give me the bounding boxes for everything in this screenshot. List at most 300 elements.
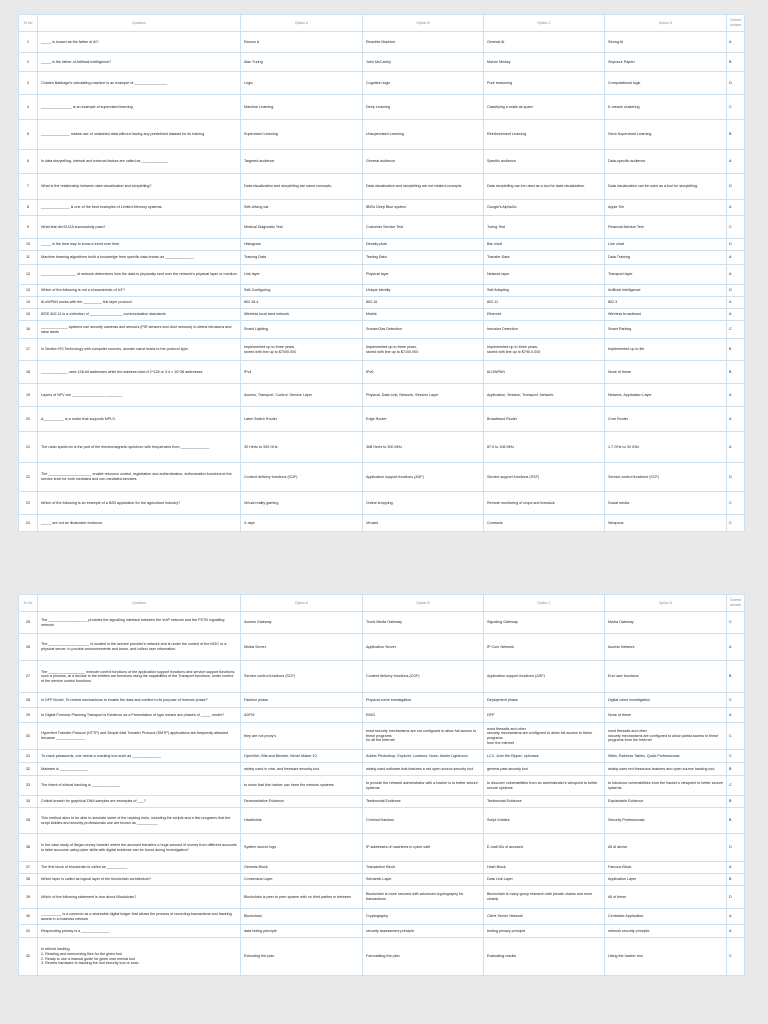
question-text: Machine learning algorithms build a knowledge from specific data known as ______________ — [38, 251, 241, 265]
option-d: 1.7 GHz to 30 GHz — [605, 432, 727, 463]
option-a: Alan Turing — [241, 53, 363, 72]
option-c: Marvin Minsky — [484, 53, 605, 72]
option-d: Line chart — [605, 239, 727, 251]
header-question: Question — [38, 15, 241, 32]
option-a: Consensus Layer — [241, 874, 363, 886]
question-row — [19, 239, 745, 251]
sr-no: 24 — [19, 515, 38, 532]
option-c: to discover vulnerabilities from an administrator's viewpoint to better secure systems — [484, 776, 605, 796]
question-row — [19, 661, 745, 693]
option-c: Ethernet — [484, 309, 605, 321]
option-d: Financial Advisor Test — [605, 216, 727, 239]
question-row — [19, 463, 745, 492]
option-a: Label Switch Router — [241, 407, 363, 432]
correct-answer: B — [727, 808, 745, 834]
correct-answer: B — [727, 361, 745, 384]
sr-no: 9 — [19, 216, 38, 239]
option-b: Semantic Layer — [363, 874, 484, 886]
option-b: Cognition logic — [363, 72, 484, 95]
option-d: Artificial Intelligence — [605, 285, 727, 297]
question-text: The __________________ execute control functions of the application support functions and service support functions; such a process, at a decline to the entities are functions using the capabilities of the Transport functions, under control of the service control functions. — [38, 661, 241, 693]
option-b: Blockchain is more secured with advanced cryptography for transactions — [363, 886, 484, 909]
question-text: Which layer is called as logical layer of the blockchain architecture? — [38, 874, 241, 886]
correct-answer: B — [727, 339, 745, 361]
question-text: _________________ of network determines how the data is physically sent over the network's physical layer or medium — [38, 265, 241, 285]
sr-no: 30 — [19, 723, 38, 750]
option-b: Testing Data — [363, 251, 484, 265]
question-row — [19, 95, 745, 120]
question-text: A__________ is a router that supports MPLS. — [38, 407, 241, 432]
option-a: Service control functions (SCF) — [241, 661, 363, 693]
option-b: 3kB Hertz to 300 MHz — [363, 432, 484, 463]
header-row — [19, 15, 745, 32]
option-d: Implemented up to life — [605, 339, 727, 361]
option-a: Targeted audience — [241, 150, 363, 174]
correct-answer: C — [727, 938, 745, 976]
sr-no: 7 — [19, 174, 38, 200]
option-b: most security mechanisms are not configured to allow full access to these programs for all the Internet — [363, 723, 484, 750]
option-d: Wikis, Rainbow Tables, Quick Professionals — [605, 750, 727, 763]
option-a: Supervised Learning — [241, 120, 363, 150]
question-text: What is the relationship between data visualization and storytelling? — [38, 174, 241, 200]
option-d: Digital crime investigation — [605, 693, 727, 708]
question-row — [19, 874, 745, 886]
option-b: IBM's Deep Blue system — [363, 200, 484, 216]
question-row — [19, 492, 745, 515]
option-d: Seymour Papert — [605, 53, 727, 72]
option-d: Wireless broadband — [605, 309, 727, 321]
question-text: To crack passwords, one needs a cracking tool such as ______________ — [38, 750, 241, 763]
option-b: Testimonial Evidence — [363, 796, 484, 808]
option-b: Edge Router — [363, 407, 484, 432]
option-a: to show that this hacker can harm the network systems — [241, 776, 363, 796]
option-d: 802.3 — [605, 297, 727, 309]
question-text: In DFP Model, To review mechanisms to enable the data and confine to its purpose of forensic phase? — [38, 693, 241, 708]
question-row — [19, 723, 745, 750]
question-row — [19, 72, 745, 95]
option-b: Formulating the plan — [363, 938, 484, 976]
sr-no: 3 — [19, 72, 38, 95]
question-text: The ____________________ is located in the service provider's network and is under the control of the MGC or a physical server, to provide announcements and tones, and collect user information — [38, 634, 241, 661]
option-c: 802.11 — [484, 297, 605, 309]
correct-answer: B — [727, 874, 745, 886]
correct-answer: A — [727, 32, 745, 53]
sr-no: 5 — [19, 120, 38, 150]
header-option-a: Option A — [241, 15, 363, 32]
sr-no: 37 — [19, 862, 38, 874]
question-text: _______________ is an example of supervised learning — [38, 95, 241, 120]
option-d: Security Professionals — [605, 808, 727, 834]
sr-no: 25 — [19, 612, 38, 634]
option-c: Reinforcement Learning — [484, 120, 605, 150]
option-b: Unsupervised Learning — [363, 120, 484, 150]
sr-no: 40 — [19, 909, 38, 925]
option-d: Weapons — [605, 515, 727, 532]
option-a: IPv4 — [241, 361, 363, 384]
question-row — [19, 515, 745, 532]
option-a: Wireless local area network — [241, 309, 363, 321]
sr-no: 41 — [19, 925, 38, 938]
sr-no: 42 — [19, 938, 38, 976]
sr-no: 15 — [19, 309, 38, 321]
option-a: 30 Hertz to 300 GHz — [241, 432, 363, 463]
document-page-1 — [18, 14, 744, 532]
option-d: Data-specific audience — [605, 150, 727, 174]
question-row — [19, 407, 745, 432]
option-b: Unique identity — [363, 285, 484, 297]
correct-answer: A — [727, 708, 745, 723]
option-a: Virtual reality gaming — [241, 492, 363, 515]
sr-no: 28 — [19, 693, 38, 708]
question-text: Charles Babbage's calculating machine is an example of ________________ — [38, 72, 241, 95]
sr-no: 19 — [19, 384, 38, 407]
question-row — [19, 361, 745, 384]
question-row — [19, 32, 745, 53]
correct-answer: A — [727, 251, 745, 265]
option-b: IP addresses of machines in cyber cafe — [363, 834, 484, 862]
correct-answer: C — [727, 492, 745, 515]
option-c: 87.5 to 108 MHz — [484, 432, 605, 463]
option-c: Testimonial Evidence — [484, 796, 605, 808]
option-a: Media Server — [241, 634, 363, 661]
option-a: Smart Lighting — [241, 321, 363, 339]
option-c: Bar chart — [484, 239, 605, 251]
option-a: Access, Transport, Control, Service Layer — [241, 384, 363, 407]
option-c: most firewalls and other security mechanisms are configured to allow full access to these programs from the Internet — [484, 723, 605, 750]
question-table-2 — [18, 594, 745, 976]
option-d: Application Layer — [605, 874, 727, 886]
correct-answer: B — [727, 120, 745, 150]
sr-no: 2 — [19, 53, 38, 72]
question-row — [19, 796, 745, 808]
header-option-a: Option A — [241, 595, 363, 612]
question-text: Which of the following is an example of a B2B application for the agriculture industry? — [38, 492, 241, 515]
correct-answer: A — [727, 909, 745, 925]
correct-answer: A — [727, 150, 745, 174]
option-d: Using the hacker tool — [605, 938, 727, 976]
option-b: IPv6 — [363, 361, 484, 384]
option-b: Application Server — [363, 634, 484, 661]
correct-answer: C — [727, 515, 745, 532]
question-row — [19, 432, 745, 463]
question-row — [19, 285, 745, 297]
correct-answer: B — [727, 763, 745, 776]
question-text: The first block of blockchain is called as __________ — [38, 862, 241, 874]
document-page-2 — [18, 594, 744, 976]
option-c: Evaluating results — [484, 938, 605, 976]
option-b: EMCI — [363, 708, 484, 723]
question-row — [19, 612, 745, 634]
option-b: Trunk Media Gateway — [363, 612, 484, 634]
correct-answer: D — [727, 285, 745, 297]
correct-answer: A — [727, 384, 745, 407]
option-a: Blockchain — [241, 909, 363, 925]
question-text: Which of the following is not a characteristic of IoT? — [38, 285, 241, 297]
header-option-c: Option C — [484, 15, 605, 32]
sr-no: 17 — [19, 339, 38, 361]
question-row — [19, 251, 745, 265]
question-row — [19, 634, 745, 661]
option-c: Contracts — [484, 515, 605, 532]
question-text: Hypertext Transfer Protocol (HTTP) and Simple Mail Transfer Protocol (SMTP) applications are frequently attacked because ______________ — [38, 723, 241, 750]
question-row — [19, 265, 745, 285]
option-d: most firewalls and other security mechanisms are configured to allow partial access to these programs from the Internet — [605, 723, 727, 750]
question-text: In the case study of illegal money transfer where the accused transfers a huge amount of money from different accounts to false accounts using cyber skills with digital evidence can be found during investigation? — [38, 834, 241, 862]
option-a: Genesis Block — [241, 862, 363, 874]
header-sr-no: Sr No — [19, 15, 38, 32]
option-c: Deployment phase — [484, 693, 605, 708]
option-c: Implemented up to three years, stored with line up to $790.0.000 — [484, 339, 605, 361]
sr-no: 11 — [19, 251, 38, 265]
option-c: Network layer — [484, 265, 605, 285]
option-c: IP Core Network — [484, 634, 605, 661]
option-c: testing privacy principle — [484, 925, 605, 938]
question-text: In data storytelling, internal and external factors are called as _____________ — [38, 150, 241, 174]
option-b: Viruses — [363, 515, 484, 532]
option-b: Adobe Photoshop, Explorer, Lustrous, Nose, Adobe Lightroom — [363, 750, 484, 763]
question-text: Layers of NFV are ________________ ________ — [38, 384, 241, 407]
option-b: 802.16 — [363, 297, 484, 309]
option-a: they are not proxy's — [241, 723, 363, 750]
question-row — [19, 693, 745, 708]
option-c: Signaling Gateway — [484, 612, 605, 634]
question-row — [19, 750, 745, 763]
option-d: Apple Siri — [605, 200, 727, 216]
option-b: Cryptography — [363, 909, 484, 925]
question-text: The _____________________ enable resource control, registration and authentication, authorization functions at the service level for both mediated and non-mediated services. — [38, 463, 241, 492]
sr-no: 16 — [19, 321, 38, 339]
option-c: Application, Session, Transport, Network — [484, 384, 605, 407]
option-c: Classifying e-mails as spam — [484, 95, 605, 120]
option-b: Smoke/Gas Detection — [363, 321, 484, 339]
question-row — [19, 216, 745, 239]
correct-answer: A — [727, 925, 745, 938]
question-text: The intent of ethical hacking is ______________ — [38, 776, 241, 796]
option-a: Self-Configuring — [241, 285, 363, 297]
option-a: Data visualization and storytelling are same concepts. — [241, 174, 363, 200]
option-c: Broadband Router — [484, 407, 605, 432]
header-option-d: Option D — [605, 15, 727, 32]
option-a: X-rays — [241, 515, 363, 532]
option-d: None of these — [605, 708, 727, 723]
option-c: LC4, John the Ripper, ophcrack — [484, 750, 605, 763]
option-a: Machine Learning — [241, 95, 363, 120]
option-d: Data Training — [605, 251, 727, 265]
correct-answer: C — [727, 95, 745, 120]
option-c: Self Adapting — [484, 285, 605, 297]
option-b: security assessment principle — [363, 925, 484, 938]
option-a: ADFM — [241, 708, 363, 723]
correct-answer: C — [727, 693, 745, 708]
option-b: Criminal Hackers — [363, 808, 484, 834]
correct-answer: B — [727, 53, 745, 72]
option-b: Reactive Machine — [363, 32, 484, 53]
option-d: Service control functions (SCF) — [605, 463, 727, 492]
header-row — [19, 595, 745, 612]
correct-answer: D — [727, 834, 745, 862]
correct-answer: C — [727, 612, 745, 634]
option-b: Content delivery functions (CDF) — [363, 661, 484, 693]
sr-no: 4 — [19, 95, 38, 120]
sr-no: 29 — [19, 708, 38, 723]
option-d: Core Router — [605, 407, 727, 432]
option-c: General AI — [484, 32, 605, 53]
option-c: Intrusion Detection — [484, 321, 605, 339]
question-row — [19, 925, 745, 938]
correct-answer: A — [727, 265, 745, 285]
sr-no: 27 — [19, 661, 38, 693]
option-a: Executing the plan — [241, 938, 363, 976]
option-b: General audience — [363, 150, 484, 174]
correct-answer: A — [727, 432, 745, 463]
option-d: Data visualization can be used as a tool for storytelling. — [605, 174, 727, 200]
option-b: Mobile — [363, 309, 484, 321]
option-d: Centralize Application — [605, 909, 727, 925]
correct-answer: A — [727, 634, 745, 661]
option-c: Blockchain is many group research with private chains and more closely — [484, 886, 605, 909]
option-d: Smart Parking — [605, 321, 727, 339]
option-d: network security principle — [605, 925, 727, 938]
header-option-d: Option D — [605, 595, 727, 612]
question-row — [19, 53, 745, 72]
option-a: Content delivery functions (CDF) — [241, 463, 363, 492]
option-c: Remote monitoring of crops and livestock — [484, 492, 605, 515]
option-c: Client Server Network — [484, 909, 605, 925]
option-b: Physical, Data Link, Network, Session Layer — [363, 384, 484, 407]
question-row — [19, 200, 745, 216]
sr-no: 34 — [19, 796, 38, 808]
question-row — [19, 776, 745, 796]
question-row — [19, 321, 745, 339]
sr-no: 21 — [19, 432, 38, 463]
correct-answer: C — [727, 321, 745, 339]
option-d: Famous Block — [605, 862, 727, 874]
question-row — [19, 297, 745, 309]
sr-no: 36 — [19, 834, 38, 862]
question-row — [19, 384, 745, 407]
question-text: _____________ uses 128-bit addresses while the address total of 2^128 or 3.4 × 10^38 addresses. — [38, 361, 241, 384]
correct-answer: A — [727, 407, 745, 432]
question-text: Malware is ______________ — [38, 763, 241, 776]
header-correct-answer: Correct Answer — [727, 595, 745, 612]
option-c: Pure reasoning — [484, 72, 605, 95]
option-d: End user functions — [605, 661, 727, 693]
option-a: Ramon A — [241, 32, 363, 53]
correct-answer: A — [727, 297, 745, 309]
option-c: Turing Test — [484, 216, 605, 239]
option-a: Self-driving car — [241, 200, 363, 216]
question-row — [19, 339, 745, 361]
option-c: Specific audience — [484, 150, 605, 174]
option-b: Physical crime investigation — [363, 693, 484, 708]
option-d: K-means clustering — [605, 95, 727, 120]
option-d: Semi-Supervised Learning — [605, 120, 727, 150]
question-row — [19, 938, 745, 976]
option-c: general past security tool — [484, 763, 605, 776]
correct-answer: A — [727, 862, 745, 874]
question-text: __________ is a common as a shareable digital ledger that allows the process of recording transactions and tracking assets in a business network — [38, 909, 241, 925]
correct-answer: D — [727, 886, 745, 909]
question-text: _____ are not an illustrative evidence. — [38, 515, 241, 532]
question-text: In Digital Forensic Planning Transport is Evidence as a Presentation of type means are phases of _____ model? — [38, 708, 241, 723]
sr-no: 22 — [19, 463, 38, 492]
correct-answer: D — [727, 174, 745, 200]
correct-answer: D — [727, 463, 745, 492]
option-b: John McCarthy — [363, 53, 484, 72]
option-a: Histogram — [241, 239, 363, 251]
option-c: DFP — [484, 708, 605, 723]
option-c: Transfer Data — [484, 251, 605, 265]
header-correct-answer: Correct Answer — [727, 15, 745, 32]
correct-answer: A — [727, 309, 745, 321]
option-a: Medical Diagnostic Test — [241, 216, 363, 239]
sr-no: 20 — [19, 407, 38, 432]
option-d: Transport layer — [605, 265, 727, 285]
sr-no: 1 — [19, 32, 38, 53]
option-a: OpenSim, Bits and Blender, Movie Maker 10 — [241, 750, 363, 763]
question-text: What test did ELIZA successfully pass? — [38, 216, 241, 239]
option-c: Hash Block — [484, 862, 605, 874]
question-text: Responding privacy is a ______________ — [38, 925, 241, 938]
question-row — [19, 708, 745, 723]
option-a: Training Data — [241, 251, 363, 265]
question-text: Critical breach for graphical DNA samples are examples of ___? — [38, 796, 241, 808]
sr-no: 6 — [19, 150, 38, 174]
option-a: Blockchain is peer to peer system with no third parties in between — [241, 886, 363, 909]
option-b: Implemented up to three years, stored with line up to $7100.000 — [363, 339, 484, 361]
option-c: Google's AlphaGo — [484, 200, 605, 216]
option-b: Physical layer — [363, 265, 484, 285]
question-row — [19, 886, 745, 909]
option-a: Hacktivists — [241, 808, 363, 834]
question-row — [19, 120, 745, 150]
question-row — [19, 862, 745, 874]
question-text: In ethical hacking 1. Reading and memorizing files for the given tool 2. Ready to use a manual guide for given own mental tool 3. Review hardware to tracking the tool security tool or scan — [38, 938, 241, 976]
correct-answer: B — [727, 661, 745, 693]
sr-no: 32 — [19, 763, 38, 776]
question-row — [19, 834, 745, 862]
correct-answer: C — [727, 216, 745, 239]
option-a: Logic — [241, 72, 363, 95]
option-a: 802.16.4 — [241, 297, 363, 309]
option-a: Link layer — [241, 265, 363, 285]
correct-answer: D — [727, 239, 745, 251]
option-d: Explainable Evidence — [605, 796, 727, 808]
option-d: Network, Application Layer — [605, 384, 727, 407]
question-text: The radio spectrum is the part of the electromagnetic spectrum with frequencies from ______________ — [38, 432, 241, 463]
option-d: None of these — [605, 361, 727, 384]
sr-no: 23 — [19, 492, 38, 515]
question-text: IEEE 802.11 is a collection of ________________ communication standards — [38, 309, 241, 321]
option-c: 6LOWPAN — [484, 361, 605, 384]
option-d: All of above — [605, 834, 727, 862]
option-d: All of these — [605, 886, 727, 909]
option-d: widely used red thesaurus features and open source hacking tool — [605, 763, 727, 776]
question-row — [19, 909, 745, 925]
correct-answer: D — [727, 72, 745, 95]
option-b: Customer Service Test — [363, 216, 484, 239]
option-a: data hiding principle — [241, 925, 363, 938]
option-b: Online shopping — [363, 492, 484, 515]
question-text: The ___________________ provides the signalling interface between the VoIP network and the PSTN signalling network — [38, 612, 241, 634]
sr-no: 26 — [19, 634, 38, 661]
header-option-b: Option B — [363, 15, 484, 32]
question-text: Which of the following statement is true about Blockchain? — [38, 886, 241, 909]
option-a: widely used in viral, and freeware security tool — [241, 763, 363, 776]
question-text: _____ is known as the father of AI? — [38, 32, 241, 53]
question-row — [19, 174, 745, 200]
question-row — [19, 763, 745, 776]
